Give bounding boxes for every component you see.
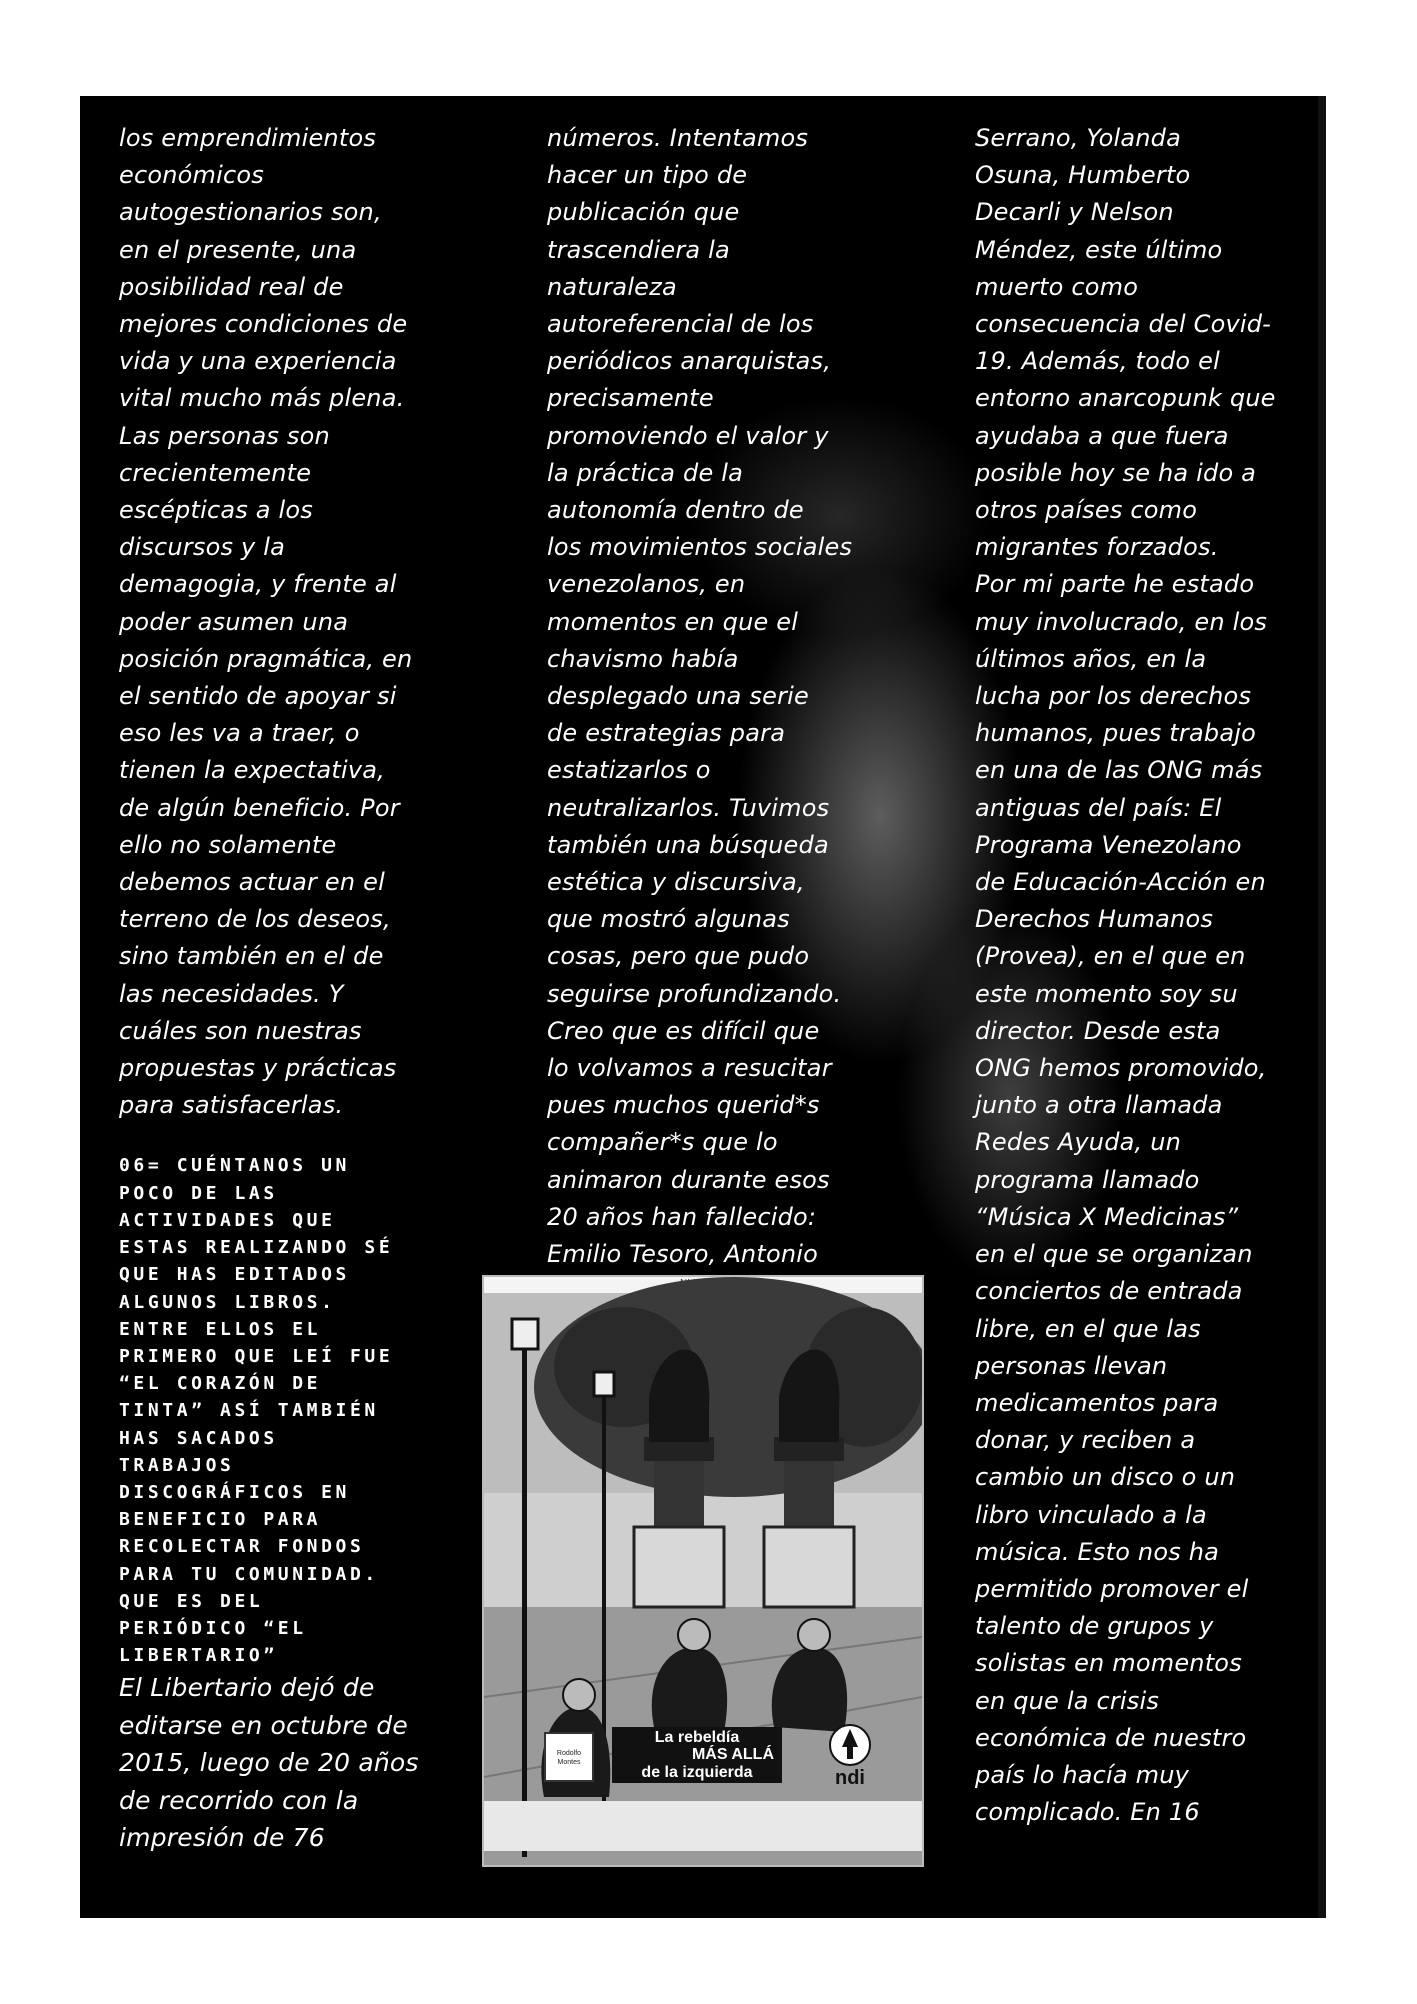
cover-title-line-3: de la izquierda [641,1764,753,1781]
interview-question: 06= CUÉNTANOS UN POCO DE LAS ACTIVIDADES QUE ESTAS REALIZANDO SÉ QUE HAS EDITADOS ALGUNOS LIBROS. ENTRE ELLOS EL PRIMERO QUE LEÍ FUE “EL CORAZÓN DE TINTA” ASÍ TAMBIÉN HAS SACADOS TRABAJOS DISCOGRÁFICOS EN BENEFICIO PARA RECOLECTAR FONDOS PARA TU COMUNIDAD. QUE ES DEL PERIÓDICO “EL LIBERTARIO” [119,1155,394,1667]
ndi-emblem-icon [814,1717,886,1767]
left-column-body: los emprendimientos económicos autogestionarios son, en el presente, una posibilidad real de mejores condiciones de vida y una experiencia vital mucho más plena. Las personas son crecientemente escépticas a los discursos y la demagogia, y frente al poder asumen una posición pragmática, en el sentido de apoyar si eso les va a traer, o tienen la expectativa, de algún beneficio. Por ello no solamente debemos actuar en el terreno de los deseos, sino también en el de las necesidades. Y cuáles son nuestras propuestas y prácticas para satisfacerlas. [119,124,413,1120]
cover-title-line-1: La rebeldía [654,1729,740,1746]
middle-column-body: números. Intentamos hacer un tipo de publicación que trascendiera la naturaleza autoreferencial de los periódicos anarquistas, precisamente promoviendo el valor y la práctica de la autonomía dentro de los movimientos sociales venezolanos, en momentos en que el chavismo había desplegado una serie de estrategias para estatizarlos o neutralizarlos. Tuvimos también una búsqueda estética y discursiva, que mostró algunas cosas, pero que pudo seguirse profundizando. Creo que es difícil que lo volvamos a resucitar pues muchos querid*s compañer*s que lo animaron durante esos 20 años han fallecido: Emilio Tesoro, Antonio [547,124,853,1269]
right-column [975,120,1295,1831]
interview-answer: El Libertario dejó de editarse en octubre de 2015, luego de 20 años de recorrido con la impresión de 76 [119,1673,419,1853]
publisher-logo-left: Rodolfo Montes [544,1732,594,1782]
book-cover-image [482,1275,924,1867]
middle-column [547,120,867,1273]
right-column-body: Serrano, Yolanda Osuna, Humberto Decarli y Nelson Méndez, este último muerto como consecuencia del Covid- 19. Además, todo el entorno anarcopunk que ayudaba a que fuera posible hoy se ha ido a otros países como migrantes forzados. Por mi parte he estado muy involucrado, en los últimos años, en la lucha por los derechos humanos, pues trabajo en una de las ONG más antiguas del país: El Programa Venezolano de Educación-Acción en Derechos Humanos (Provea), en el que en este momento soy su director. Desde esta ONG hemos promovido, junto a otra llamada Redes Ayuda, un programa llamado “Música X Medicinas” en el que se organizan conciertos de entrada libre, en el que las personas llevan medicamentos para donar, y reciben a cambio un disco o un libro vinculado a la música. Esto nos ha permitido promover el talento de grupos y solistas en momentos en que la crisis económica de nuestro país lo hacía muy complicado. En 16 [975,124,1276,1827]
cover-title-banner [612,1727,782,1783]
cover-title-line-2: MÁS ALLÁ [691,1746,774,1763]
publisher-logo-right: ndi [814,1717,886,1793]
left-column [119,120,439,1857]
page-edge [1318,96,1326,1918]
